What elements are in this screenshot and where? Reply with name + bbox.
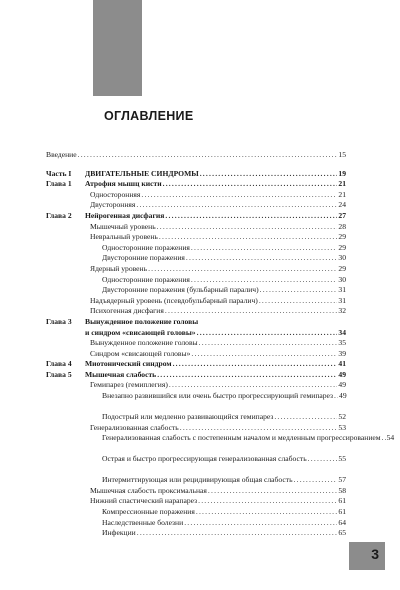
toc-page-number: 53 <box>338 422 346 432</box>
toc-leader-dots <box>308 454 338 465</box>
toc-entry-title: Введение <box>46 150 77 159</box>
toc-leader-dots <box>200 169 338 180</box>
toc-row <box>46 454 346 475</box>
toc-entry-title: Вынужденное положение головы <box>90 338 198 348</box>
toc-leader-dots <box>186 253 337 264</box>
toc-leader-dots <box>159 232 338 243</box>
toc-leader-dots <box>169 380 338 391</box>
toc-row <box>46 275 346 286</box>
toc-page-number: 58 <box>338 485 346 495</box>
toc-row <box>46 507 346 518</box>
toc-leader-dots <box>78 150 338 161</box>
toc-page-number: 15 <box>338 150 346 159</box>
toc-page-number: 39 <box>338 348 346 358</box>
toc-row <box>46 496 346 507</box>
toc-entry-title: Миотонический синдром <box>85 359 172 369</box>
toc-leader-dots <box>165 306 338 317</box>
toc-page-number: 49 <box>339 391 347 401</box>
toc-entry-title: ДВИГАТЕЛЬНЫЕ СИНДРОМЫ <box>85 168 199 178</box>
toc-row <box>46 349 346 360</box>
toc-leader-dots <box>334 391 338 402</box>
toc-page-number: 57 <box>338 475 346 485</box>
page-title: ОГЛАВЛЕНИЕ <box>104 109 194 123</box>
toc-leader-dots <box>173 359 338 370</box>
toc-entry-title: Острая и быстро прогрессирующая генерализованная слабость <box>102 454 307 464</box>
toc-row <box>46 253 346 264</box>
toc-leader-dots <box>136 200 337 211</box>
toc-page-number: 54 <box>386 433 395 443</box>
toc-row <box>46 243 346 254</box>
toc-row <box>46 359 346 370</box>
toc-page-number: 52 <box>338 412 346 422</box>
toc-page-number: 21 <box>338 189 346 199</box>
toc-leader-dots <box>198 496 337 507</box>
toc-page-number: 64 <box>338 517 346 527</box>
toc-entry-title: Психогенная дисфагия <box>90 306 164 316</box>
toc-chapter-label: Глава 5 <box>46 369 72 379</box>
toc-chapter-label: Глава 2 <box>46 210 72 220</box>
toc-leader-dots <box>294 475 338 486</box>
toc-entry-title: Невральный уровень <box>90 232 158 242</box>
toc-row <box>46 200 346 211</box>
toc-leader-dots <box>199 338 338 349</box>
toc-row <box>46 317 346 328</box>
toc-row <box>46 518 346 529</box>
toc-page-number: 32 <box>338 306 346 316</box>
toc-leader-dots <box>274 412 337 423</box>
toc-row <box>46 328 346 339</box>
toc-row <box>46 232 346 243</box>
toc-entry-title: Синдром «свисающей головы» <box>90 348 191 358</box>
toc-entry-title: Атрофия мышц кисти <box>85 179 162 189</box>
toc-leader-dots <box>141 190 337 201</box>
toc-leader-dots <box>191 243 338 254</box>
toc-row <box>46 222 346 233</box>
toc-leader-dots <box>157 222 338 233</box>
toc-page-number: 19 <box>338 168 346 178</box>
toc-page-number: 29 <box>338 232 346 242</box>
toc-page-number: 61 <box>338 507 346 517</box>
toc-page-number: 41 <box>338 359 346 369</box>
toc-chapter-label: Глава 4 <box>46 359 72 369</box>
toc-entry-title: Подострый или медленно развивающийся гемипарез <box>102 412 274 422</box>
toc-entry-title: Внезапно развившийся или очень быстро прогрессирующий гемипарез <box>102 391 334 401</box>
toc-entry-title: Инфекции <box>102 528 136 538</box>
toc-page-number: 24 <box>338 200 346 210</box>
toc-row <box>46 528 346 539</box>
toc-row <box>46 211 346 222</box>
toc-row <box>46 486 346 497</box>
toc-leader-dots <box>148 264 337 275</box>
page-edge <box>385 542 400 570</box>
toc-page-number: 28 <box>338 221 346 231</box>
toc-leader-dots <box>260 285 338 296</box>
toc-leader-dots <box>191 349 337 360</box>
toc-row <box>46 370 346 381</box>
toc-entry-title: Компрессионные поражения <box>102 507 195 517</box>
toc-entry-title: Нейрогенная дисфагия <box>85 210 165 220</box>
toc-leader-dots <box>382 433 386 444</box>
toc-row <box>46 423 346 434</box>
toc-entry-title: Нижний спастический нарапарез <box>90 496 198 506</box>
toc-row <box>46 475 346 486</box>
header-gray-block <box>93 0 142 96</box>
toc-page-number: 30 <box>338 253 346 263</box>
toc-page-number: 21 <box>338 179 346 189</box>
toc-row <box>46 150 346 161</box>
toc-entry-title: Генерализованная слабость <box>90 422 179 432</box>
toc-entry-title: Мышечная слабость проксимальная <box>90 485 207 495</box>
toc-page-number: 55 <box>338 454 346 464</box>
toc-entry-title: Генерализованная слабость с постепенным началом и медленным прогрессированием <box>102 433 381 443</box>
table-of-contents <box>46 150 395 539</box>
toc-entry-title: и синдром «свисающей головы» <box>85 327 196 337</box>
toc-leader-dots <box>184 518 337 529</box>
toc-row <box>46 412 346 423</box>
toc-chapter-label: Часть I <box>46 168 72 178</box>
toc-leader-dots <box>180 423 338 434</box>
toc-leader-dots <box>196 507 338 518</box>
toc-row <box>46 169 346 180</box>
toc-page-number: 65 <box>338 528 346 538</box>
toc-page-number: 29 <box>338 263 346 273</box>
toc-page-number: 31 <box>338 285 346 295</box>
toc-leader-dots <box>137 528 338 539</box>
toc-entry-title: Двусторонние поражения (бульбарный паралич) <box>102 285 259 295</box>
toc-entry-title: Односторонние поражения <box>102 274 190 284</box>
toc-page-number: 31 <box>338 295 346 305</box>
toc-chapter-label: Глава 1 <box>46 179 72 189</box>
toc-entry-title: Надъядерный уровень (псевдобульбарный паралич) <box>90 295 258 305</box>
toc-chapter-label: Глава 3 <box>46 316 72 326</box>
toc-entry-title: Гемипарез (гемиплегия) <box>90 380 168 390</box>
toc-row <box>46 380 346 391</box>
toc-entry-title: Интермиттирующая или рецидивирующая общая слабость <box>102 475 293 485</box>
toc-entry-title: Наследственные болезни <box>102 517 184 527</box>
toc-entry-title: Односторонние поражения <box>102 242 190 252</box>
toc-entry-title: Мышечная слабость <box>85 369 157 379</box>
toc-row <box>46 433 395 454</box>
toc-row <box>46 391 346 412</box>
toc-leader-dots <box>259 296 338 307</box>
toc-leader-dots <box>165 211 337 222</box>
toc-entry-title: Мышечный уровень <box>90 221 156 231</box>
toc-entry-title: Двусторонняя <box>90 200 136 210</box>
toc-row <box>46 179 346 190</box>
toc-leader-dots <box>157 370 337 381</box>
toc-leader-dots <box>163 179 338 190</box>
toc-leader-dots <box>208 486 337 497</box>
toc-page-number: 61 <box>338 496 346 506</box>
toc-leader-dots <box>197 328 338 339</box>
toc-page-number: 30 <box>338 274 346 284</box>
toc-row <box>46 338 346 349</box>
toc-page-number: 34 <box>338 327 346 337</box>
toc-page-number: 49 <box>338 369 346 379</box>
toc-entry-title: Ядерный уровень <box>90 263 148 273</box>
toc-row <box>46 306 346 317</box>
toc-page-number: 27 <box>338 210 346 220</box>
toc-row <box>46 296 346 307</box>
toc-entry-title: Двусторонние поражения <box>102 253 185 263</box>
toc-entry-title: Односторонняя <box>90 189 141 199</box>
toc-entry-title: Вынужденное положение головы <box>85 316 199 326</box>
toc-row <box>46 285 346 296</box>
toc-row <box>46 190 346 201</box>
toc-page-number: 49 <box>338 380 346 390</box>
page-number-tab <box>349 542 385 570</box>
toc-leader-dots <box>191 275 338 286</box>
toc-row <box>46 264 346 275</box>
page-number: 3 <box>371 546 379 562</box>
toc-page-number: 35 <box>338 338 346 348</box>
toc-page-number: 29 <box>338 242 346 252</box>
